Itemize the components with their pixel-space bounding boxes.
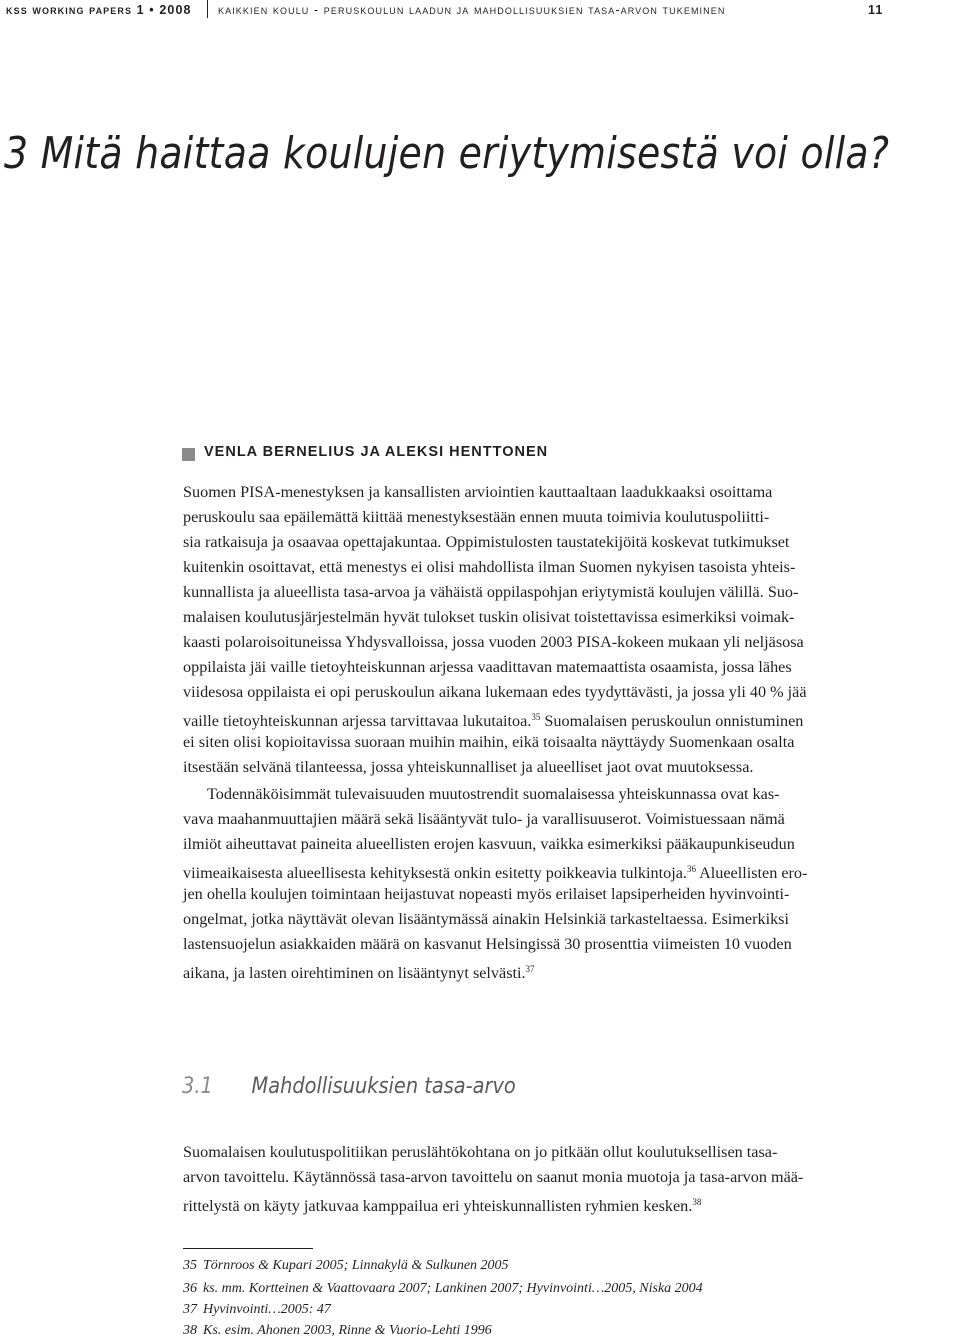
square-bullet-icon (182, 448, 195, 461)
footnote: 37 Hyvinvointi…2005: 47 (183, 1300, 331, 1320)
body-line: ei siten olisi kopioitavissa suoraan muihin maihin, eikä toisaalta näyttäydy Suomenkaan osalta (183, 733, 795, 751)
body-line: kunnallista ja alueellista tasa-arvoa ja vähäistä oppilaspohjan eriytymistä koulujen välillä. Suo- (183, 583, 799, 601)
footnote-divider (183, 1248, 313, 1249)
body-line: Suomalaisen koulutuspolitiikan peruslähtökohtana on jo pitkään ollut koulutuksellisen tasa- (183, 1143, 778, 1161)
chapter-title: 3 Mitä haittaa koulujen eriytymisestä voi olla? (4, 128, 890, 179)
footnote: 36 ks. mm. Kortteinen & Vaattovaara 2007; Lankinen 2007; Hyvinvointi…2005, Niska 2004 (183, 1279, 703, 1299)
footnote-number: 37 (183, 1302, 197, 1317)
body-line: Todennäköisimmät tulevaisuuden muutostrendit suomalaisessa yhteiskunnassa ovat kas- (207, 785, 780, 803)
author-names: VENLA BERNELIUS JA ALEKSI HENTTONEN (204, 444, 549, 460)
body-line: ilmiöt aiheuttavat paineita alueellisten erojen kasvuun, vaikka esimerkiksi pääkaupunkiseudun (183, 835, 795, 853)
body-line: viimeaikaisesta alueellisesta kehityksestä onkin esitetty poikkeavia tulkintoja.$^{36}$ Alueellisten ero- (183, 864, 808, 882)
body-line: viidesosa oppilaista ei opi peruskoulun aikana lukemaan edes tyydyttävästi, ja jossa yli 40 % jää (183, 683, 807, 701)
body-line: lastensuojelun asiakkaiden määrä on kasvanut Helsingissä 30 prosenttia viimeisten 10 vuoden (183, 935, 792, 953)
running-title: kaikkien koulu - peruskoulun laadun ja mahdollisuuksien tasa-arvon tukeminen (218, 3, 726, 17)
body-line: Suomen PISA-menestyksen ja kansallisten arviointien kauttaaltaan laadukkaaksi osoittama (183, 483, 773, 501)
body-line: arvon tavoittelu. Käytännössä tasa-arvon tavoittelu on saanut monia muotoja ja tasa-arvon mää- (183, 1168, 804, 1186)
footnote-number: 38 (183, 1323, 197, 1338)
footnote-ref: 37 (525, 964, 535, 974)
section-number: 3.1 (182, 1074, 213, 1099)
footnote: 35 Törnroos & Kupari 2005; Linnakylä & Sulkunen 2005 (183, 1256, 509, 1276)
body-line: vaille tietoyhteiskunnan arjessa tarvittavaa lukutaitoa.$^{35}$ Suomalaisen peruskoulun onnistuminen (183, 712, 804, 730)
body-line: jen ohella koulujen toimintaan heijastuvat nopeasti myös erilaiset lapsiperheiden hyvinvointi- (183, 885, 790, 903)
header-divider (207, 0, 208, 18)
footnote-number: 36 (183, 1281, 197, 1296)
footnote-ref: 38 (692, 1197, 702, 1207)
body-line: kuitenkin osoittavat, että menestys ei olisi mahdollista ilman Suomen nykyisen tasoista yhteis- (183, 558, 796, 576)
section-title: Mahdollisuuksien tasa-arvo (251, 1074, 516, 1099)
running-header (0, 0, 960, 22)
footnote-number: 35 (183, 1258, 197, 1273)
footnote-ref: 36 (686, 864, 696, 874)
footnote-ref: 35 (531, 712, 541, 722)
body-line: kaasti polaroisoituneissa Yhdysvalloissa, jossa vuoden 2003 PISA-kokeen mukaan yli neljäsosa (183, 633, 804, 651)
body-line: vava maahanmuuttajien määrä sekä lisääntyvät tulo- ja varallisuuserot. Voimistuessaan nämä (183, 810, 785, 828)
body-line: malaisen koulutusjärjestelmän hyvät tulokset tuskin olisivat toistettavissa esimerkiksi voimak- (183, 608, 795, 626)
body-line: itsestään selvänä tilanteessa, jossa yhteiskunnalliset ja alueelliset jaot ovat muutoksessa. (183, 758, 754, 776)
series-label: kss working papers 1 • 2008 (6, 3, 192, 17)
body-line: oppilaista jäi vaille tietoyhteiskunnan arjessa vaadittavan matemaattista osaamista, jossa lähes (183, 658, 792, 676)
body-line: aikana, ja lasten oirehtiminen on lisääntynyt selvästi.$^{37}$ (183, 964, 535, 982)
page-number: 11 (868, 3, 884, 17)
body-line: rittelystä on käyty jatkuvaa kamppailua eri yhteiskunnallisten ryhmien kesken.$^{38}$ (183, 1197, 702, 1215)
body-line: peruskoulu saa epäilemättä kiittää menestyksestään ennen muuta toimivia koulutuspoliitti- (183, 508, 770, 526)
footnote: 38 Ks. esim. Ahonen 2003, Rinne & Vuorio-Lehti 1996 (183, 1321, 492, 1341)
body-line: ongelmat, jotka näyttävät olevan lisääntymässä ainakin Helsinkiä tarkasteltaessa. Esimerkiksi (183, 910, 789, 928)
body-line: sia ratkaisuja ja osaavaa opettajakuntaa. Oppimistulosten taustatekijöitä koskevat tutkimukset (183, 533, 790, 551)
section-heading (182, 1074, 516, 1099)
